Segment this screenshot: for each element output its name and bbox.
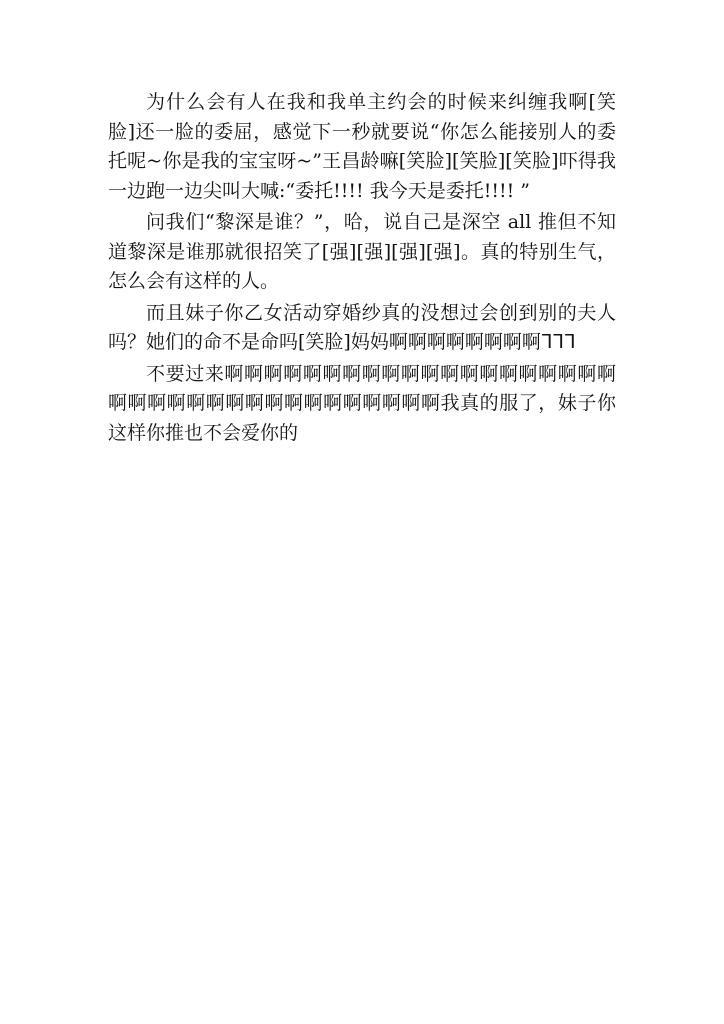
- paragraph-3: 而且妹子你乙女活动穿婚纱真的没想过会创到别的夫人吗？她们的命不是命吗[笑脸]妈妈啊啊啊啊啊啊啊啊ᒣᒣᒣ: [108, 301, 616, 353]
- paragraph-4: 不要过来啊啊啊啊啊啊啊啊啊啊啊啊啊啊啊啊啊啊啊啊啊啊啊啊啊啊啊啊啊啊啊啊啊啊啊啊啊我真的服了，妹子你这样你推也不会爱你的: [108, 362, 616, 444]
- body-text: [108, 88, 616, 450]
- paragraph-2: 问我们“黎深是谁？”，哈，说自己是深空 all 推但不知道黎深是谁那就很招笑了[强][强][强][强]。真的特别生气，怎么会有这样的人。: [108, 211, 616, 292]
- paragraph-1: 为什么会有人在我和我单主约会的时候来纠缠我啊[笑脸]还一脸的委屈，感觉下一秒就要说“你怎么能接别人的委托呢~你是我的宝宝呀~”王昌龄嘛[笑脸][笑脸][笑脸]吓得我一边跑一边尖叫大喊:“委托!!!! 我今天是委托!!!! ”: [108, 91, 616, 202]
